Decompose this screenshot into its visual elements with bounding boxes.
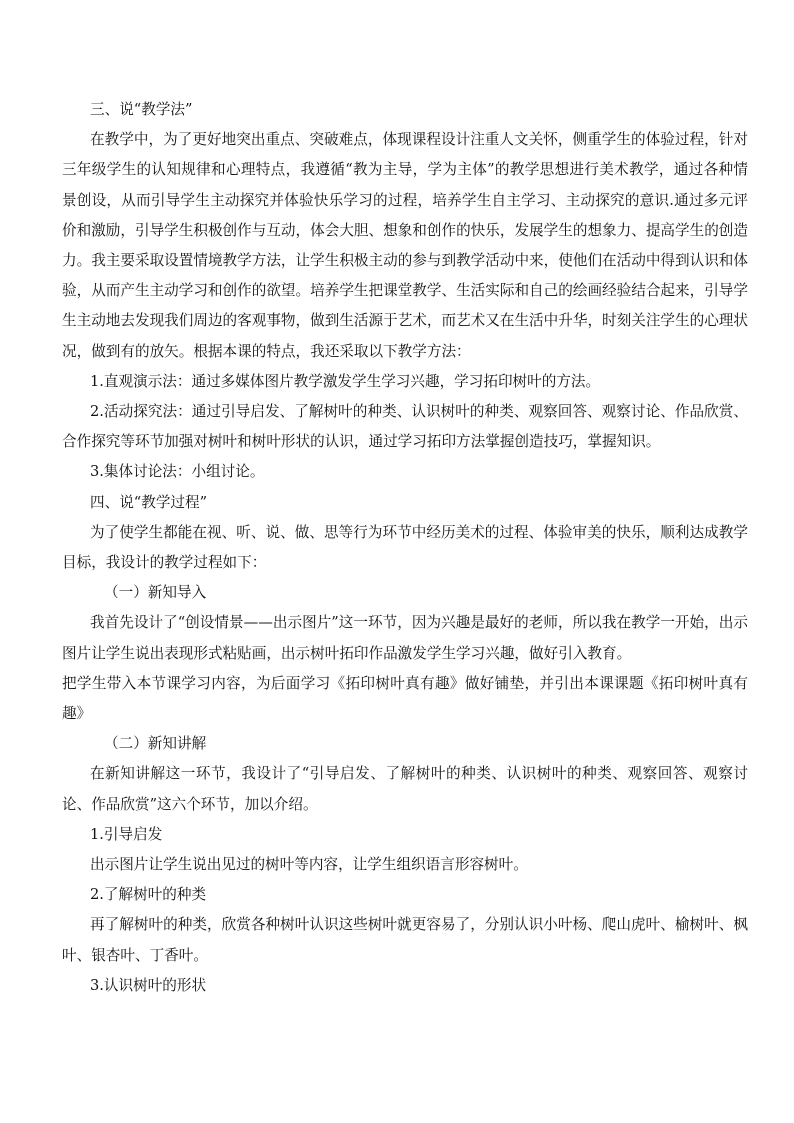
step-1-paragraph: 出示图片让学生说出见过的树叶等内容，让学生组织语言形容树叶。 — [90, 856, 528, 874]
method-3-paragraph: 3.集体讨论法：小组讨论。 — [90, 463, 265, 481]
subsection-1-paragraph-continued: 把学生带入本节课学习内容，为后面学习《拓印树叶真有趣》做好铺垫，并引出本课课题《拓印树叶真有趣》 — [62, 674, 748, 723]
subsection-2-heading: （二）新知讲解 — [104, 735, 207, 753]
subsection-1-paragraph: 我首先设计了“创设情景——出示图片”这一环节，因为兴趣是最好的老师，所以我在教学一开始，出示图片让学生说出表现形式粘贴画，出示树叶拓印作品激发学生学习兴趣，做好引入教育。 — [62, 614, 748, 662]
step-1-heading: 1.引导启发 — [90, 825, 163, 843]
method-2-paragraph: 2.活动探究法：通过引导启发、了解树叶的种类、认识树叶的种类、观察回答、观察讨论、作品欣赏、合作探究等环节加强对树叶和树叶形状的认识，通过学习拓印方法掌握创造技巧，掌握知识。 — [62, 403, 748, 451]
document-page — [62, 95, 748, 1001]
section-4-heading: 四、说“教学过程” — [90, 493, 208, 511]
subsection-2-paragraph: 在新知讲解这一环节，我设计了“引导启发、了解树叶的种类、认识树叶的种类、观察回答、观察讨论、作品欣赏”这六个环节，加以介绍。 — [62, 765, 748, 813]
method-1-paragraph: 1.直观演示法：通过多媒体图片教学激发学生学习兴趣，学习拓印树叶的方法。 — [90, 372, 601, 390]
section-4-paragraph: 为了使学生都能在视、听、说、做、思等行为环节中经历美术的过程、体验审美的快乐，顺利达成教学目标，我设计的教学过程如下： — [62, 523, 748, 572]
step-2-paragraph: 再了解树叶的种类，欣赏各种树叶认识这些树叶就更容易了，分别认识小叶杨、爬山虎叶、榆树叶、枫叶、银杏叶、丁香叶。 — [62, 916, 748, 964]
step-3-heading: 3.认识树叶的形状 — [90, 976, 207, 994]
section-3-heading: 三、说“教学法” — [90, 101, 193, 118]
subsection-1-heading: （一）新知导入 — [104, 584, 207, 602]
step-2-heading: 2.了解树叶的种类 — [90, 886, 207, 904]
section-3-paragraph: 在教学中，为了更好地突出重点、突破难点，体现课程设计注重人文关怀，侧重学生的体验过程，针对三年级学生的认知规律和心理特点，我遵循“教为主导，学为主体”的教学思想进行美术教学，通过各种情景创设，从而引导学生主动探究并体验快乐学习的过程，培养学生自主学习、主动探究的意识.通过多元评价和激励，引导学生积极创作与互动，体会大胆、想象和创作的快乐，发展学生的想象力、提高学生的创造力。我主要采取设置情境教学方法，让学生积极主动的参与到教学活动中来，使他们在活动中得到认识和体验，从而产生主动学习和创作的欲望。培养学生把课堂教学、生活实际和自己的绘画经验结合起来，引导学生主动地去发现我们周边的客观事物，做到生活源于艺术，而艺术又在生活中升华，时刻关注学生的心理状况，做到有的放矢。根据本课的特点，我还采取以下教学方法： — [62, 131, 748, 360]
